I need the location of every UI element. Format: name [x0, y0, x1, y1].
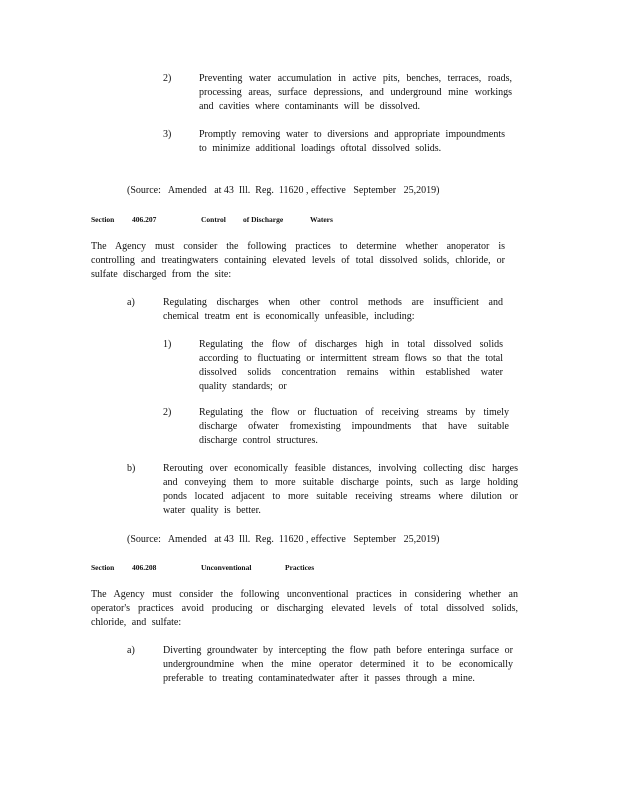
- sub-item-2-text: Regulating the flow or fluctuation of receiving streams by timely discharge ofwater fromexisting impoundments that have suitable discharge control structures.: [199, 407, 509, 446]
- item-a-label: a): [127, 297, 135, 308]
- section-title-word-2: of Discharge: [243, 215, 284, 224]
- sub-item-2-label: 2): [163, 407, 172, 418]
- section-label: Section: [91, 563, 115, 572]
- intro-paragraph-2: The Agency must consider the following unconventional practices in considering whether an operator's practices avoid producing or discharging elevated levels of total dissolved solids, chloride, and sulfate:: [91, 589, 518, 628]
- section-title-word-2: Practices: [285, 563, 315, 572]
- item-a2-label: a): [127, 645, 135, 656]
- item-3-label: 3): [163, 129, 172, 140]
- section-number: 406.207: [132, 215, 157, 224]
- item-2-label: 2): [163, 73, 172, 84]
- section-title-word-1: Control: [201, 215, 226, 224]
- section-title-word-1: Unconventional: [201, 563, 252, 572]
- source-note-2: (Source: Amended at 43 Ill. Reg. 11620 , effective September 25,2019): [127, 534, 440, 545]
- intro-paragraph-1: The Agency must consider the following practices to determine whether anoperator is controlling and treatingwaters containing elevated levels of total dissolved solids, chloride, or sulfate discharged from the site:: [91, 241, 505, 280]
- item-3-text: Promptly removing water to diversions and appropriate impoundments to minimize additional loadings oftotal dissolved solids.: [199, 129, 505, 154]
- sub-item-1-label: 1): [163, 339, 172, 350]
- item-b-text: Rerouting over economically feasible distances, involving collecting disc harges and conveying them to more suitable discharge points, such as large holding ponds located adjacent to more suitable receiving streams where dilution or water quality is better.: [163, 463, 518, 516]
- item-b-label: b): [127, 463, 136, 474]
- section-number: 406.208: [132, 563, 157, 572]
- source-note-1: (Source: Amended at 43 Ill. Reg. 11620 , effective September 25,2019): [127, 185, 440, 196]
- item-2-text: Preventing water accumulation in active pits, benches, terraces, roads, processing areas, surface depressions, and underground mine workings and cavities where contaminants will be dissolved.: [199, 73, 512, 112]
- item-a-text: Regulating discharges when other control methods are insufficient and chemical treatm ent is economically unfeasible, including:: [163, 297, 503, 322]
- sub-item-1-text: Regulating the flow of discharges high in total dissolved solids according to fluctuating or intermittent stream flows so that the total dissolved solids concentration remains within established water quality standards; or: [199, 339, 503, 392]
- section-title-word-3: Waters: [310, 215, 333, 224]
- section-label: Section: [91, 215, 115, 224]
- item-a2-text: Diverting groundwater by intercepting the flow path before enteringa surface or undergroundmine when the mine operator determined it to be economically preferable to treating contaminatedwater after it passes through a mine.: [163, 645, 513, 684]
